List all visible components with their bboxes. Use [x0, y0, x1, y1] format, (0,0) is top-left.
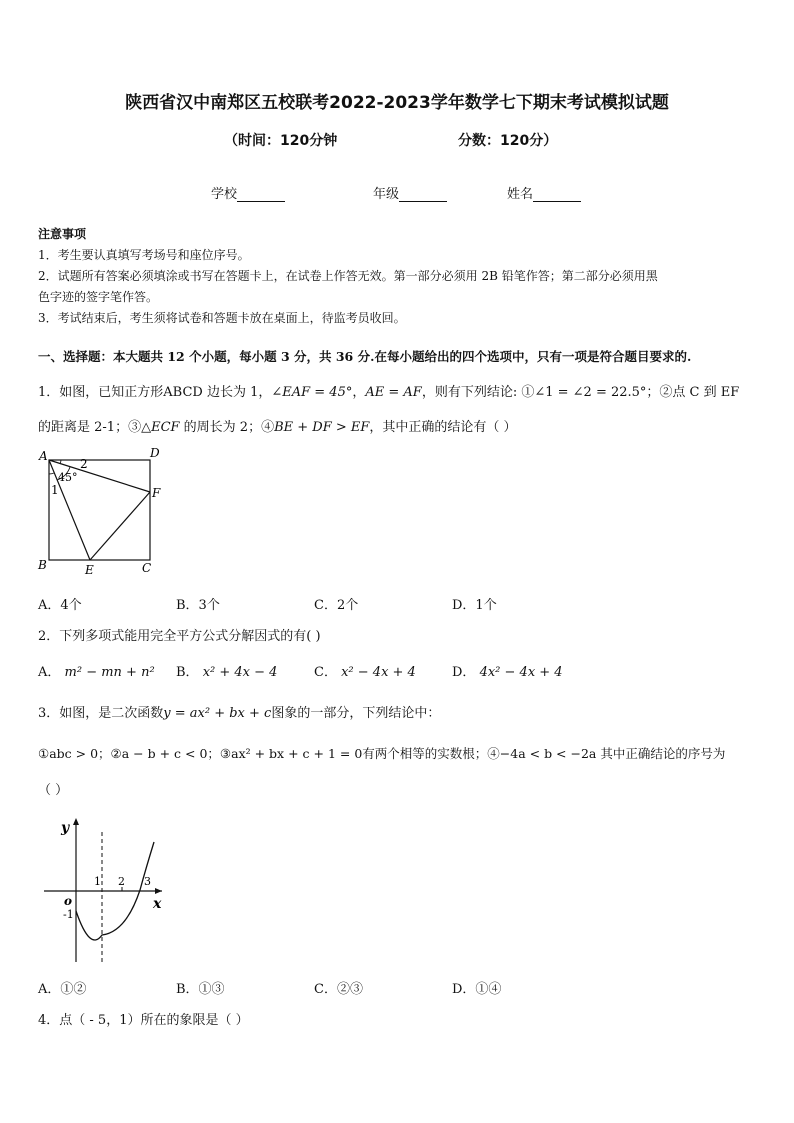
exam-score: 分数：120分） — [458, 133, 558, 149]
label-d: D — [150, 446, 160, 460]
q1-text-e: ，则有下列结论: ①∠1 = ∠2 = 22.5°；②点 C 到 EF — [421, 385, 740, 400]
label-c: C — [142, 561, 152, 575]
name-blank[interactable] — [533, 189, 581, 202]
q3-option-b[interactable]: B．①③ — [176, 982, 225, 997]
q3-parabola-graph — [36, 810, 176, 970]
grade-blank[interactable] — [399, 189, 447, 202]
q1-line2 — [38, 416, 517, 435]
q3-text-a: 3．如图，是二次函数 — [38, 706, 164, 721]
grade-label: 年级 — [373, 187, 400, 202]
label-f: F — [152, 486, 161, 500]
q1-text-2a: 的距离是 2-1；③△ — [38, 420, 152, 435]
q1-expr-ecf: ECF — [151, 420, 180, 435]
tick-label-2: 2 — [118, 875, 125, 888]
school-label: 学校 — [211, 187, 238, 202]
tick-label-neg1: -1 — [63, 908, 74, 921]
segment-ef — [90, 492, 150, 560]
label-e: E — [85, 563, 94, 577]
q3-text-c: 图象的一部分，下列结论中： — [271, 706, 441, 721]
q1-expr-equal: AE = AF — [365, 385, 422, 400]
q2-option-c-expr: x² − 4x + 4 — [341, 665, 416, 680]
q1-text-comma: ， — [352, 385, 366, 400]
q1-expr-angle: ∠EAF = 45° — [271, 385, 353, 400]
x-axis-label: x — [153, 896, 162, 912]
q1-option-c[interactable]: C．2个 — [314, 598, 359, 613]
note-3: 3．考试结束后，考生须将试卷和答题卡放在桌面上，待监考员收回。 — [38, 311, 406, 325]
q2-option-c[interactable] — [314, 661, 416, 680]
q3-expr-function: y = ax² + bx + c — [163, 706, 272, 721]
notes-title: 注意事项 — [38, 227, 87, 241]
note-2: 2．试题所有答案必须填涂或书写在答题卡上，在试卷上作答无效。第一部分必须用 2B 铅笔作答；第二部分必须用黑 — [38, 269, 658, 283]
q3-option-d[interactable]: D．①④ — [452, 982, 502, 997]
y-axis-arrow — [73, 818, 79, 825]
q2-text: 2．下列多项式能用完全平方公式分解因式的有( ) — [38, 629, 321, 644]
section-heading: 一、选择题：本大题共 12 个小题，每小题 3 分，共 36 分.在每小题给出的四个选项中，只有一项是符合题目要求的. — [38, 349, 692, 364]
q2-option-a[interactable] — [38, 661, 155, 680]
q2-option-c-label: C． — [314, 665, 337, 680]
school-blank[interactable] — [237, 189, 285, 202]
q1-option-b[interactable]: B．3个 — [176, 598, 220, 613]
q1-square-figure — [30, 442, 180, 582]
q2-option-b-label: B． — [176, 665, 199, 680]
q3-line3: （ ） — [38, 783, 69, 798]
q3-line1 — [38, 702, 440, 721]
q2-option-d[interactable] — [452, 661, 563, 680]
tick-label-3: 3 — [144, 875, 151, 888]
q2-option-b-expr: x² + 4x − 4 — [202, 665, 278, 680]
name-label: 姓名 — [507, 187, 534, 202]
school-field[interactable] — [211, 183, 285, 202]
label-angle-2: 2 — [80, 457, 88, 471]
q2-option-a-expr: m² − mn + n² — [64, 665, 155, 680]
tick-label-1: 1 — [94, 875, 101, 888]
q2-option-d-label: D． — [452, 665, 476, 680]
q3-option-a[interactable]: A．①② — [38, 982, 87, 997]
label-a: A — [39, 449, 48, 463]
q1-option-a[interactable]: A．4个 — [38, 598, 82, 613]
angle-1-arc — [49, 473, 54, 474]
q1-text-2c: 的周长为 2；④ — [179, 420, 275, 435]
q1-expr-ineq: BE + DF > EF — [274, 420, 370, 435]
q2-option-d-expr: 4x² − 4x + 4 — [479, 665, 563, 680]
q4-text: 4．点（ - 5，1）所在的象限是（ ） — [38, 1013, 249, 1028]
q1-text-2e: ，其中正确的结论有（ ） — [369, 420, 517, 435]
grade-field[interactable] — [373, 183, 447, 202]
q1-option-d[interactable]: D．1个 — [452, 598, 497, 613]
exam-time: （时间：120分钟 — [224, 133, 338, 149]
page-title: 陕西省汉中南郑区五校联考2022-2023学年数学七下期末考试模拟试题 — [125, 93, 669, 113]
q2-option-b[interactable] — [176, 661, 277, 680]
note-2-cont: 色字迹的签字笔作答。 — [38, 290, 159, 304]
label-b: B — [38, 558, 47, 572]
note-1: 1．考生要认真填写考场号和座位序号。 — [38, 248, 250, 262]
name-field[interactable] — [507, 183, 581, 202]
x-axis-arrow — [155, 888, 162, 894]
label-45: 45° — [58, 471, 78, 484]
origin-label: o — [64, 894, 73, 908]
y-axis-label: y — [61, 820, 70, 836]
q2-option-a-label: A． — [38, 665, 61, 680]
q1-line1 — [38, 381, 739, 400]
q1-text-a: 1．如图，已知正方形ABCD 边长为 1， — [38, 385, 272, 400]
q3-line2: ①abc > 0；②a − b + c < 0；③ax² + bx + c + 1 = 0有两个相等的实数根；④−4a < b < −2a 其中正确结论的序号为 — [38, 746, 726, 761]
label-angle-1: 1 — [51, 483, 59, 497]
q3-option-c[interactable]: C．②③ — [314, 982, 363, 997]
